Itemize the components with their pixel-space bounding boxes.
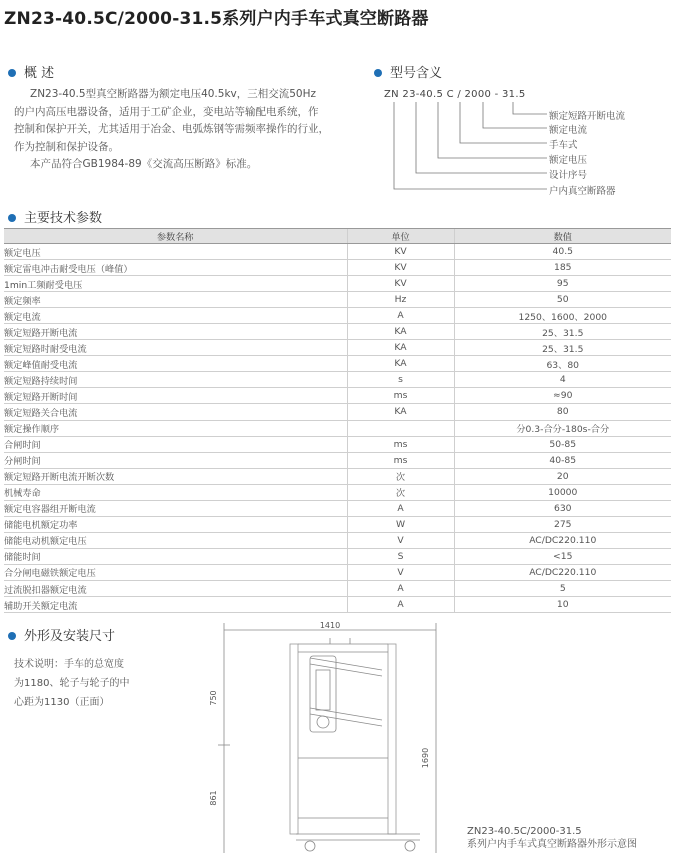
table-row bbox=[4, 532, 671, 548]
param-name-cell: 额定短路时耐受电流 bbox=[4, 340, 347, 356]
table-row bbox=[4, 324, 671, 340]
table-row bbox=[4, 597, 671, 613]
overview-heading bbox=[8, 62, 54, 81]
bullet-icon bbox=[374, 69, 382, 77]
table-row bbox=[4, 564, 671, 580]
param-name-cell: 额定电容器组开断电流 bbox=[4, 500, 347, 516]
table-row bbox=[4, 388, 671, 404]
param-value-cell: 10 bbox=[454, 597, 671, 613]
param-value-cell: 275 bbox=[454, 516, 671, 532]
param-name-cell: 额定电流 bbox=[4, 308, 347, 324]
overview-text bbox=[14, 86, 354, 174]
outline-drawing bbox=[200, 618, 460, 861]
model-code: ZN 23-40.5 C / 2000 - 31.5 bbox=[384, 89, 526, 100]
overview-line: 的户内高压电器设备，适用于工矿企业，变电站等输配电系统，作 bbox=[14, 105, 319, 118]
table-row bbox=[4, 356, 671, 372]
param-unit-cell: S bbox=[347, 548, 454, 564]
model-diagram-lines bbox=[380, 100, 550, 200]
param-name-cell: 额定短路开断电流 bbox=[4, 324, 347, 340]
param-unit-cell: ms bbox=[347, 452, 454, 468]
model-item: 额定电压 bbox=[549, 155, 588, 166]
param-unit-cell: s bbox=[347, 372, 454, 388]
dim-lower-label: 861 bbox=[209, 790, 218, 806]
param-name-cell: 额定短路持续时间 bbox=[4, 372, 347, 388]
param-value-cell: <15 bbox=[454, 548, 671, 564]
param-unit-cell: KV bbox=[347, 260, 454, 276]
param-value-cell: 50 bbox=[454, 292, 671, 308]
overview-line: 控制和保护开关，尤其适用于冶金、电弧炼钢等需频率操作的行业， bbox=[14, 123, 329, 135]
note-line: 心距为1130（正面） bbox=[14, 697, 110, 708]
model-item: 户内真空断路器 bbox=[549, 186, 616, 197]
table-row bbox=[4, 292, 671, 308]
param-name-cell: 储能电动机额定电压 bbox=[4, 532, 347, 548]
param-name-cell: 储能时间 bbox=[4, 548, 347, 564]
param-value-cell: 40.5 bbox=[454, 244, 671, 260]
table-row bbox=[4, 244, 671, 260]
dim-height-label: 1690 bbox=[421, 747, 430, 769]
param-value-cell: ≈90 bbox=[454, 388, 671, 404]
param-unit-cell: 次 bbox=[347, 468, 454, 484]
bullet-icon bbox=[8, 214, 16, 222]
column-header: 数值 bbox=[454, 229, 671, 244]
table-row bbox=[4, 420, 671, 436]
param-unit-cell: A bbox=[347, 500, 454, 516]
param-name-cell: 额定操作顺序 bbox=[4, 420, 347, 436]
param-unit-cell: 次 bbox=[347, 484, 454, 500]
overview-line: ZN23-40.5型真空断路器为额定电压40.5kv，三相交流50Hz bbox=[30, 88, 317, 100]
column-header: 单位 bbox=[347, 229, 454, 244]
param-unit-cell: V bbox=[347, 532, 454, 548]
param-value-cell: AC/DC220.110 bbox=[454, 532, 671, 548]
model-item: 设计序号 bbox=[549, 170, 588, 181]
param-value-cell: 10000 bbox=[454, 484, 671, 500]
param-value-cell: 25、31.5 bbox=[454, 324, 671, 340]
table-row bbox=[4, 308, 671, 324]
note-line: 技术说明：手车的总宽度 bbox=[14, 659, 124, 670]
param-value-cell: 40-85 bbox=[454, 452, 671, 468]
dimensions-heading-text: 外形及安装尺寸 bbox=[24, 629, 116, 644]
table-row bbox=[4, 500, 671, 516]
param-name-cell: 机械寿命 bbox=[4, 484, 347, 500]
param-name-cell: 额定频率 bbox=[4, 292, 347, 308]
param-unit-cell: A bbox=[347, 308, 454, 324]
param-name-cell: 过流脱扣器额定电流 bbox=[4, 580, 347, 596]
table-row bbox=[4, 580, 671, 596]
param-unit-cell: KA bbox=[347, 324, 454, 340]
params-heading-text: 主要技术参数 bbox=[24, 211, 103, 226]
param-name-cell: 额定峰值耐受电流 bbox=[4, 356, 347, 372]
param-name-cell: 储能电机额定功率 bbox=[4, 516, 347, 532]
dim-upper-label: 750 bbox=[209, 690, 218, 706]
table-row bbox=[4, 484, 671, 500]
table-row bbox=[4, 436, 671, 452]
param-unit-cell: A bbox=[347, 580, 454, 596]
table-row bbox=[4, 516, 671, 532]
param-unit-cell: KA bbox=[347, 356, 454, 372]
param-value-cell: 50-85 bbox=[454, 436, 671, 452]
overview-heading-text: 概 述 bbox=[24, 66, 55, 81]
param-unit-cell: KV bbox=[347, 244, 454, 260]
param-name-cell: 额定雷电冲击耐受电压（峰值） bbox=[4, 260, 347, 276]
table-row bbox=[4, 276, 671, 292]
table-row bbox=[4, 340, 671, 356]
param-name-cell: 额定短路开断时间 bbox=[4, 388, 347, 404]
param-value-cell: 4 bbox=[454, 372, 671, 388]
param-value-cell: 1250、1600、2000 bbox=[454, 308, 671, 324]
param-value-cell: 630 bbox=[454, 500, 671, 516]
param-unit-cell: A bbox=[347, 597, 454, 613]
param-name-cell: 合闸时间 bbox=[4, 436, 347, 452]
overview-line: 作为控制和保护设备。 bbox=[14, 140, 119, 153]
model-heading-text: 型号含义 bbox=[390, 66, 443, 81]
param-unit-cell: ms bbox=[347, 388, 454, 404]
param-unit-cell: V bbox=[347, 564, 454, 580]
model-item: 额定短路开断电流 bbox=[549, 111, 626, 122]
technical-note bbox=[14, 655, 129, 712]
param-value-cell: 185 bbox=[454, 260, 671, 276]
param-value-cell: 5 bbox=[454, 580, 671, 596]
table-header-row bbox=[4, 229, 671, 244]
param-name-cell: 1min工频耐受电压 bbox=[4, 276, 347, 292]
page-title: ZN23-40.5C/2000-31.5系列户内手车式真空断路器 bbox=[4, 9, 429, 29]
model-item: 手车式 bbox=[549, 140, 578, 151]
param-value-cell: 80 bbox=[454, 404, 671, 420]
drawing-caption bbox=[467, 825, 637, 851]
param-unit-cell: Hz bbox=[347, 292, 454, 308]
param-name-cell: 额定短路关合电流 bbox=[4, 404, 347, 420]
param-unit-cell: KA bbox=[347, 340, 454, 356]
overview-line: 本产品符合GB1984-89《交流高压断路》标准。 bbox=[30, 158, 258, 170]
table-row bbox=[4, 404, 671, 420]
param-value-cell: 20 bbox=[454, 468, 671, 484]
column-header: 参数名称 bbox=[4, 229, 347, 244]
param-unit-cell bbox=[347, 420, 454, 436]
dim-width-label: 1410 bbox=[319, 621, 341, 630]
table-row bbox=[4, 260, 671, 276]
params-heading bbox=[8, 207, 102, 226]
param-name-cell: 额定短路开断电流开断次数 bbox=[4, 468, 347, 484]
note-line: 为1180、轮子与轮子的中 bbox=[14, 678, 130, 689]
param-name-cell: 额定电压 bbox=[4, 244, 347, 260]
bullet-icon bbox=[8, 632, 16, 640]
caption-line: ZN23-40.5C/2000-31.5 bbox=[467, 826, 582, 837]
param-unit-cell: KA bbox=[347, 404, 454, 420]
param-value-cell: 95 bbox=[454, 276, 671, 292]
bullet-icon bbox=[8, 69, 16, 77]
param-name-cell: 合分闸电磁铁额定电压 bbox=[4, 564, 347, 580]
dimensions-heading bbox=[8, 625, 115, 644]
table-row bbox=[4, 468, 671, 484]
caption-line: 系列户内手车式真空断路器外形示意图 bbox=[467, 839, 637, 850]
model-heading bbox=[374, 62, 442, 81]
param-unit-cell: KV bbox=[347, 276, 454, 292]
table-row bbox=[4, 452, 671, 468]
param-unit-cell: W bbox=[347, 516, 454, 532]
param-unit-cell: ms bbox=[347, 436, 454, 452]
param-name-cell: 分闸时间 bbox=[4, 452, 347, 468]
params-table bbox=[4, 228, 671, 613]
param-value-cell: 25、31.5 bbox=[454, 340, 671, 356]
table-row bbox=[4, 372, 671, 388]
param-value-cell: AC/DC220.110 bbox=[454, 564, 671, 580]
param-name-cell: 辅助开关额定电流 bbox=[4, 597, 347, 613]
param-value-cell: 分0.3-合分-180s-合分 bbox=[454, 420, 671, 436]
param-value-cell: 63、80 bbox=[454, 356, 671, 372]
model-item: 额定电流 bbox=[549, 125, 588, 136]
table-row bbox=[4, 548, 671, 564]
